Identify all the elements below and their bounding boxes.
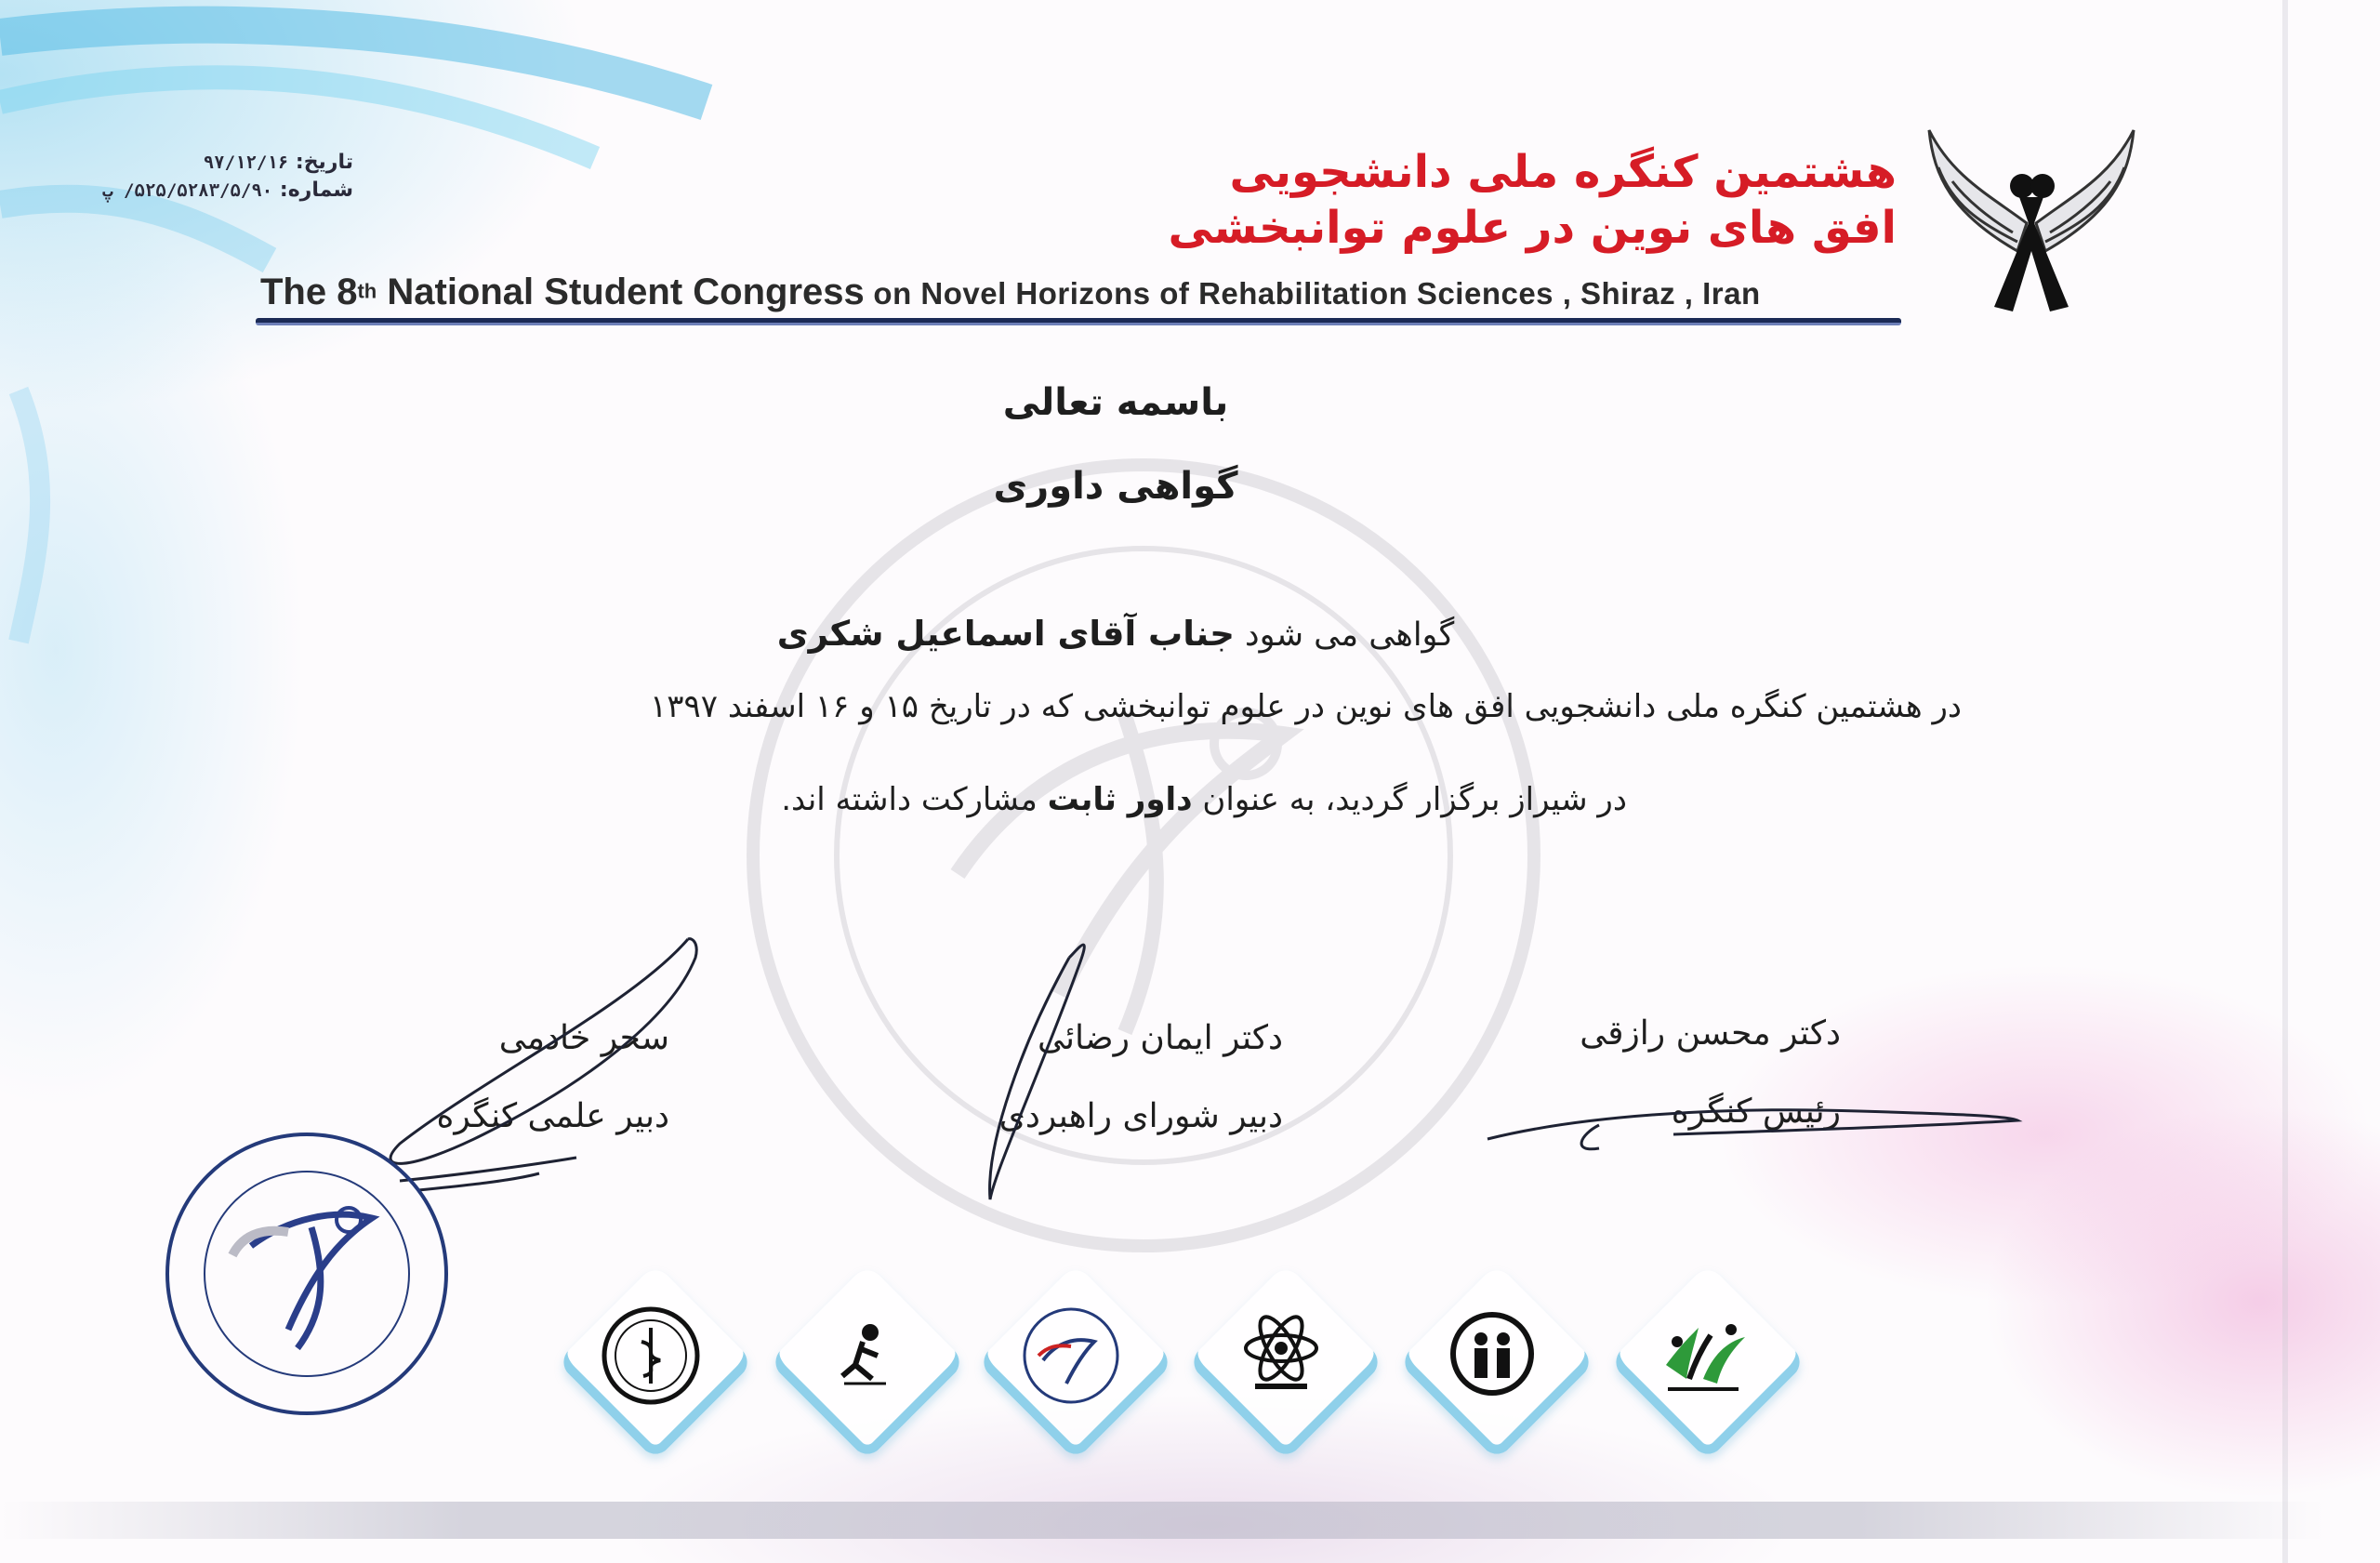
signatory-role: رئیس کنگره: [1671, 1093, 1841, 1131]
signatory-name: سحر خادمی: [498, 1019, 669, 1057]
sponsor-logo-rehab-club: [1610, 1274, 1796, 1460]
signature-rezaei: [990, 945, 1085, 1199]
signatory-role: دبیر شورای راهبردی: [998, 1097, 1283, 1135]
signatory-name: دکتر ایمان رضائی: [1038, 1019, 1283, 1057]
body-line-3-prefix: در شیراز برگزار گردید، به عنوان: [1192, 781, 1627, 818]
signature-razeghi: [1488, 1110, 2017, 1139]
number-label: شماره:: [279, 179, 353, 202]
page-edge: [2282, 0, 2288, 1563]
date-value: ۹۷/۱۲/۱۶: [203, 152, 289, 173]
runner-figure-logo-icon: [798, 1291, 928, 1421]
signatory-role: دبیر علمی کنگره: [436, 1097, 669, 1135]
sponsor-logo-congress: [978, 1274, 1164, 1460]
research-committee-atom-logo-icon: [1216, 1291, 1346, 1421]
family-figures-logo-icon: [1427, 1291, 1557, 1421]
certificate-title: گواهی داوری: [993, 465, 1238, 508]
body-line-3-suffix: مشارکت داشته اند.: [781, 781, 1048, 818]
congress-title-en-part3: on Novel Horizons of Rehabilitation Sciences , Shiraz , Iran: [864, 276, 1761, 311]
body-line-2: در هشتمین کنگره ملی دانشجویی افق های نوین در علوم توانبخشی که در تاریخ ۱۵ و ۱۶ اسفند ۱۳۹۷: [650, 688, 1962, 725]
signatory-name: دکتر محسن رازقی: [1580, 1014, 1841, 1053]
date-label: تاریخ:: [295, 151, 353, 174]
basmala: باسمه تعالی: [1002, 381, 1229, 424]
sponsor-logo-family: [1399, 1274, 1585, 1460]
congress-wing-logo-icon: [1006, 1291, 1136, 1421]
congress-title-fa-line1: هشتمین کنگره ملی دانشجویی: [1229, 146, 1897, 198]
sponsor-logo-runner: [770, 1274, 956, 1460]
number-value: ۵۲۵/۵۲۸۳/۵/۹۰/ پ: [102, 180, 273, 201]
body-line-1-prefix: گواهی می شود: [1234, 616, 1455, 654]
recipient-name: جناب آقای اسماعیل شکری: [776, 614, 1235, 654]
congress-title-fa-line2: افق های نوین در علوم توانبخشی: [1168, 202, 1897, 254]
shiraz-university-medical-sciences-logo-icon: [586, 1291, 716, 1421]
sponsor-logo-shiraz-university: [558, 1274, 744, 1460]
referee-type: داور ثابت: [1047, 781, 1193, 818]
sponsor-logo-research-committee: [1188, 1274, 1374, 1460]
rehabilitation-research-club-logo-icon: [1638, 1291, 1768, 1421]
congress-title-en-part2: National Student Congress: [377, 272, 865, 312]
congress-title-en-sup: th: [357, 279, 377, 303]
scan-noise-band: [0, 1502, 2324, 1539]
congress-title-en-part1: The 8: [260, 272, 358, 312]
congress-circular-seal-icon: [149, 1116, 465, 1432]
